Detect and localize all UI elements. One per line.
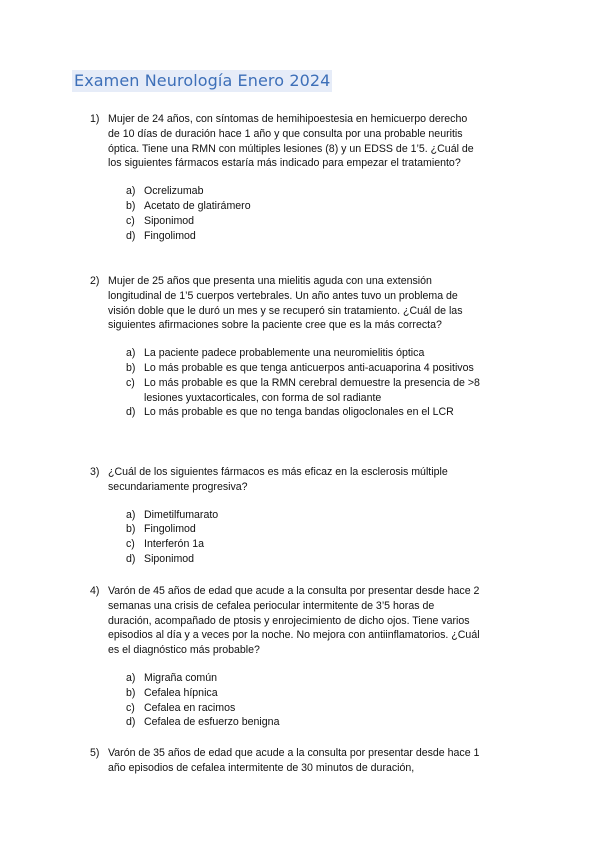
- option-text: Interferón 1a: [144, 538, 205, 551]
- option-text: Lo más probable es que no tenga bandas oligoclonales en el LCR: [144, 406, 454, 419]
- options-list: [126, 184, 480, 243]
- option-letter: c): [126, 214, 135, 227]
- option-letter: c): [126, 538, 135, 551]
- option-letter: d): [126, 229, 136, 242]
- question-5: [90, 746, 480, 776]
- option-letter: b): [126, 361, 136, 374]
- options-list: [126, 508, 480, 567]
- question-number: 3): [90, 466, 100, 478]
- option-b: [126, 361, 480, 376]
- option-text: Cefalea en racimos: [144, 701, 236, 714]
- option-text: Dimetilfumarato: [144, 508, 219, 521]
- option-letter: a): [126, 347, 136, 360]
- page-title: Examen Neurología Enero 2024: [74, 71, 331, 90]
- option-d: [126, 229, 480, 244]
- options-list: [126, 671, 480, 730]
- option-a: [126, 346, 480, 361]
- option-c: [126, 537, 480, 552]
- option-letter: c): [126, 376, 135, 389]
- option-text: Lo más probable es que tenga anticuerpos anti-acuaporina 4 positivos: [144, 361, 474, 374]
- option-b: [126, 199, 480, 214]
- question-text: Mujer de 25 años que presenta una mielitis aguda con una extensión longitudinal de 1’5 cuerpos vertebrales. Un año antes tuvo un problema de visión doble que le duró un mes y se recuperó sin tratamiento. ¿Cuál de las siguientes afirmaciones sobre la paciente cree que es la más correcta?: [108, 275, 463, 332]
- option-a: [126, 184, 480, 199]
- option-text: Fingolimod: [144, 229, 196, 242]
- question-number: 1): [90, 113, 100, 125]
- question-2: [90, 274, 480, 420]
- option-text: Migraña común: [144, 671, 218, 684]
- option-text: Ocrelizumab: [144, 185, 204, 198]
- question-number: 2): [90, 275, 100, 287]
- option-letter: b): [126, 686, 136, 699]
- option-letter: c): [126, 701, 135, 714]
- option-c: [126, 214, 480, 229]
- option-a: [126, 508, 480, 523]
- question-4: [90, 584, 480, 730]
- option-text: Fingolimod: [144, 523, 196, 536]
- option-text: Siponimod: [144, 552, 195, 565]
- option-c: [126, 701, 480, 716]
- question-text: Varón de 45 años de edad que acude a la consulta por presentar desde hace 2 semanas una crisis de cefalea periocular intermitente de 3’5 horas de duración, acompañado de ptosis y enrojecimiento de dicho ojos. Tiene varios episodios al día y a veces por la noche. No mejora con antiinflamatorios. ¿Cuál es el diagnóstico más probable?: [108, 585, 480, 657]
- question-text: Mujer de 24 años, con síntomas de hemihipoestesia en hemicuerpo derecho de 10 días de duración hace 1 año y que consulta por una probable neuritis óptica. Tiene una RMN con múltiples lesiones (8) y un EDSS de 1’5. ¿Cuál de los siguientes fármacos estaría más indicado para empezar el tratamiento?: [108, 113, 474, 170]
- question-number: 5): [90, 747, 100, 759]
- question-3: [90, 465, 480, 567]
- option-text: Cefalea hípnica: [144, 686, 218, 699]
- option-letter: d): [126, 716, 136, 729]
- options-list: [126, 346, 480, 420]
- option-text: La paciente padece probablemente una neuromielitis óptica: [144, 347, 425, 360]
- option-text: Siponimod: [144, 214, 195, 227]
- question-number: 4): [90, 585, 100, 597]
- question-1: [90, 112, 480, 243]
- option-letter: a): [126, 671, 136, 684]
- option-letter: d): [126, 406, 136, 419]
- option-d: [126, 715, 480, 730]
- option-b: [126, 522, 480, 537]
- option-text: Acetato de glatirámero: [144, 199, 251, 212]
- option-d: [126, 552, 480, 567]
- option-letter: a): [126, 185, 136, 198]
- question-text: Varón de 35 años de edad que acude a la consulta por presentar desde hace 1 año episodios de cefalea intermitente de 30 minutos de duración,: [108, 747, 480, 774]
- option-text: Cefalea de esfuerzo benigna: [144, 716, 280, 729]
- option-letter: d): [126, 552, 136, 565]
- question-text: ¿Cuál de los siguientes fármacos es más eficaz en la esclerosis múltiple secundariamente progresiva?: [108, 466, 448, 493]
- option-c: [126, 376, 480, 406]
- option-letter: a): [126, 508, 136, 521]
- option-b: [126, 686, 480, 701]
- option-letter: b): [126, 199, 136, 212]
- option-a: [126, 671, 480, 686]
- option-letter: b): [126, 523, 136, 536]
- option-d: [126, 405, 480, 420]
- option-text: Lo más probable es que la RMN cerebral demuestre la presencia de >8 lesiones yuxtacorticales, con forma de sol radiante: [144, 376, 480, 404]
